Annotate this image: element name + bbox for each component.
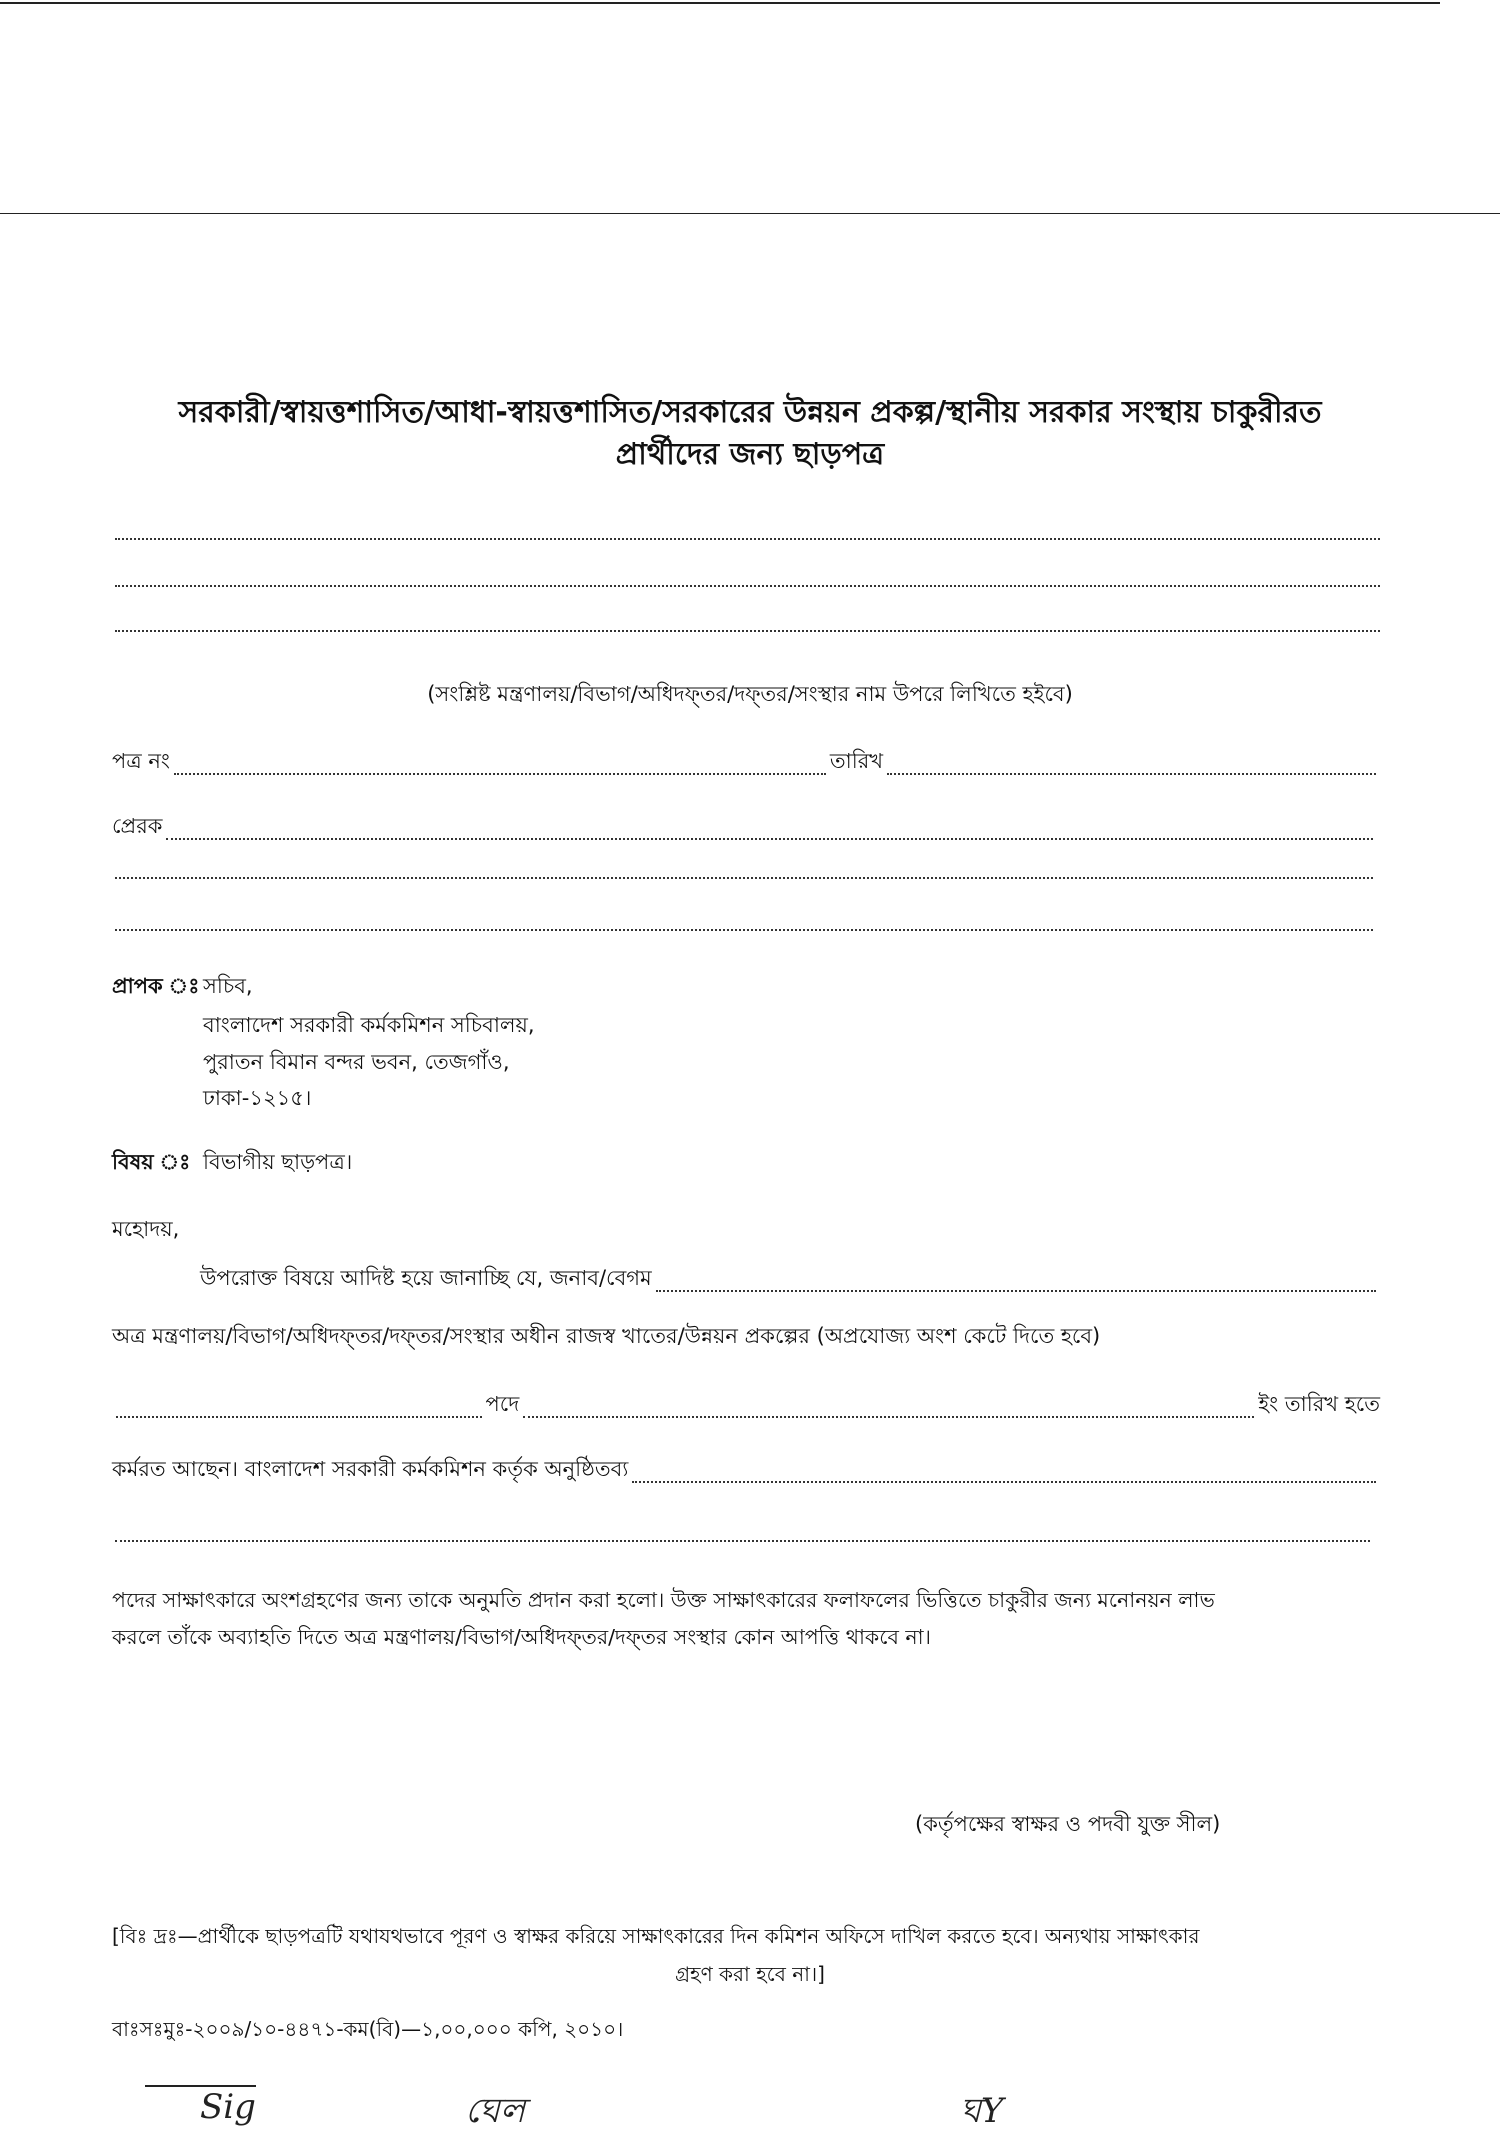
- letter-no-field[interactable]: [174, 773, 826, 775]
- recipient-line-4: ঢাকা-১২১৫।: [203, 1086, 312, 1110]
- recipient-line-1: সচিব,: [203, 974, 253, 998]
- post-label: পদে: [485, 1392, 520, 1416]
- from-date-label: ইং তারিখ হতে: [1258, 1392, 1380, 1416]
- signature-2: ঘেল: [465, 2091, 526, 2131]
- post-field[interactable]: [523, 1416, 1254, 1418]
- candidate-name-field[interactable]: [656, 1290, 1376, 1292]
- sender-label: প্রেরক: [112, 814, 163, 838]
- exam-name-field[interactable]: [632, 1481, 1376, 1483]
- sender-row: [112, 810, 1377, 845]
- recipient-line-2: বাংলাদেশ সরকারী কর্মকমিশন সচিবালয়,: [203, 1013, 535, 1037]
- exam-name-line-2[interactable]: [115, 1540, 1370, 1542]
- body-row-1: [200, 1262, 1380, 1297]
- scan-edge-top: [0, 2, 1440, 4]
- signature-3: ঘY: [960, 2091, 1004, 2131]
- office-field[interactable]: [116, 1416, 482, 1418]
- body-line-1: উপরোক্ত বিষয়ে আদিষ্ট হয়ে জানাচ্ছি যে, জনাব/বেগম: [200, 1266, 652, 1290]
- body-row-3: [112, 1388, 1380, 1423]
- recipient-label: প্রাপক ঃ: [112, 974, 200, 998]
- subject-text: বিভাগীয় ছাড়পত্র।: [203, 1150, 353, 1174]
- signature-caption: (কর্তৃপক্ষের স্বাক্ষর ও পদবী যুক্ত সীল): [915, 1812, 1221, 1836]
- note-line-2: গ্রহণ করা হবে না।]: [675, 1962, 825, 1986]
- body-line-2: অত্র মন্ত্রণালয়/বিভাগ/অধিদফ্তর/দফ্তর/সংস্থার অধীন রাজস্ব খাতের/উন্নয়ন প্রকল্পের (অপ্রযোজ্য অংশ কেটে দিতে হবে): [112, 1324, 1101, 1348]
- org-caption: (সংশ্লিষ্ট মন্ত্রণালয়/বিভাগ/অধিদফ্তর/দফ্তর/সংস্থার নাম উপরে লিখিতে হইবে): [427, 682, 1073, 706]
- note-line-1: [বিঃ দ্রঃ—প্রার্থীকে ছাড়পত্রটি যথাযথভাবে পূরণ ও স্বাক্ষর করিয়ে সাক্ষাৎকারের দিন কমিশন অফিসে দাখিল করতে হবে। অন্যথায় সাক্ষাৎকার: [112, 1924, 1200, 1948]
- body-row-4: [112, 1453, 1380, 1488]
- form-title-line1: সরকারী/স্বায়ত্তশাসিত/আধা-স্বায়ত্তশাসিত/সরকারের উন্নয়ন প্রকল্প/স্থানীয় সরকার সংস্থায় চাকুরীরত: [178, 395, 1322, 430]
- body-para-1: পদের সাক্ষাৎকারে অংশগ্রহণের জন্য তাকে অনুমতি প্রদান করা হলো। উক্ত সাক্ষাৎকারের ফলাফলের ভিত্তিতে চাকুরীর জন্য মনোনয়ন লাভ: [112, 1588, 1215, 1612]
- body-line-4: কর্মরত আছেন। বাংলাদেশ সরকারী কর্মকমিশন কর্তৃক অনুষ্ঠিতব্য: [112, 1457, 629, 1481]
- subject-label: বিষয় ঃ: [112, 1150, 191, 1174]
- sender-line-3[interactable]: [115, 929, 1373, 931]
- recipient-line-3: পুরাতন বিমান বন্দর ভবন, তেজগাঁও,: [203, 1050, 510, 1074]
- sender-line-2[interactable]: [115, 877, 1373, 879]
- org-name-line-2[interactable]: [115, 585, 1380, 587]
- body-para-2: করলে তাঁকে অব্যাহতি দিতে অত্র মন্ত্রণালয়/বিভাগ/অধিদফ্তর/দফ্তর সংস্থার কোন আপত্তি থাকবে না।: [112, 1625, 931, 1649]
- form-title-line2: প্রার্থীদের জন্য ছাড়পত্র: [615, 437, 885, 472]
- signature-1-text: Sig: [200, 2087, 256, 2127]
- print-reference: বাঃসঃমুঃ-২০০৯/১০-৪৪৭১-কম(বি)—১,০০,০০০ কপি, ২০১০।: [112, 2017, 624, 2041]
- date-field[interactable]: [887, 773, 1376, 775]
- org-name-line-3[interactable]: [115, 630, 1380, 632]
- salutation: মহোদয়,: [112, 1217, 180, 1241]
- org-name-line-1[interactable]: [115, 538, 1380, 540]
- sender-field[interactable]: [166, 838, 1373, 840]
- letter-no-label: পত্র নং: [112, 749, 170, 773]
- header-rule: [0, 213, 1500, 214]
- letter-no-row: [112, 745, 1380, 780]
- date-label: তারিখ: [829, 749, 884, 773]
